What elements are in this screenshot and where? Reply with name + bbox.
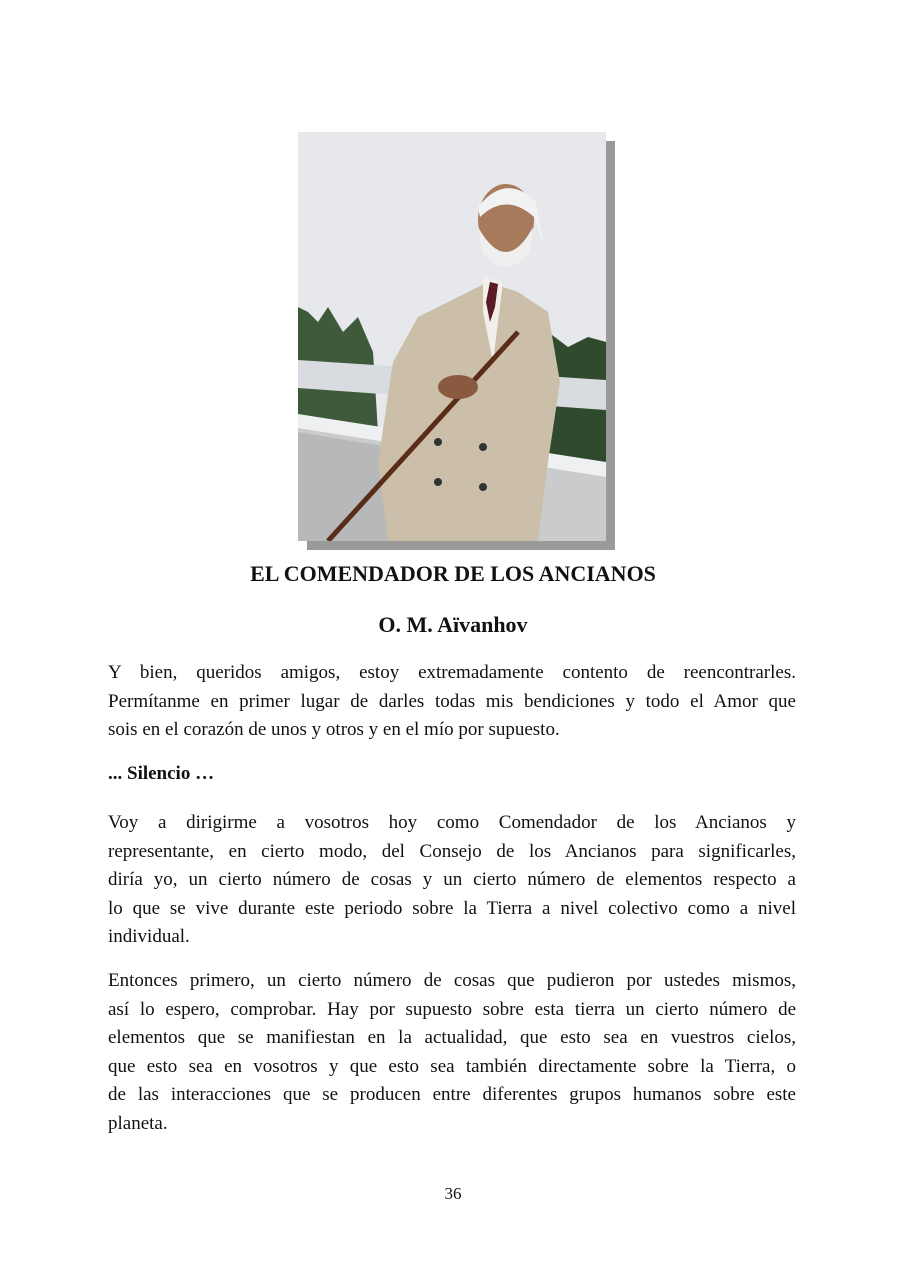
text-line: lo que se vive durante este periodo sobre la Tierra a nivel colectivo como a nivel	[108, 897, 796, 919]
paragraph-3	[108, 967, 796, 1138]
text-line: planeta.	[108, 1112, 168, 1134]
text-line: representante, en cierto modo, del Consejo de los Ancianos para significarles,	[108, 840, 796, 862]
paragraph-2	[108, 809, 796, 952]
paragraph-1	[108, 659, 796, 745]
text-line: individual.	[108, 926, 190, 947]
text-line: Entonces primero, un cierto número de cosas que pudieron por ustedes mismos,	[108, 970, 796, 991]
document-title: EL COMENDADOR DE LOS ANCIANOS	[250, 561, 656, 586]
text-line: sois en el corazón de unos y otros y en el mío por supuesto.	[108, 719, 560, 740]
text-line: Voy a dirigirme a vosotros hoy como Comendador de los Ancianos y	[108, 812, 796, 833]
document-author: O. M. Aïvanhov	[378, 612, 528, 637]
text-line: de las interacciones que se producen entre diferentes grupos humanos sobre este	[108, 1084, 796, 1105]
text-line: elementos que se manifiestan en la actualidad, que esto sea en vuestros cielos,	[108, 1027, 796, 1048]
portrait-photo	[298, 132, 606, 541]
page-number: 36	[444, 1184, 462, 1203]
text-line: Y bien, queridos amigos, estoy extremadamente contento de reencontrarles.	[108, 662, 796, 683]
photo-image	[298, 132, 606, 541]
text-line: así lo espero, comprobar. Hay por supuesto sobre esta tierra un cierto número de	[108, 998, 796, 1020]
text-line: Permítanme en primer lugar de darles todas mis bendiciones y todo el Amor que	[108, 690, 796, 712]
text-line: diría yo, un cierto número de cosas y un cierto número de elementos respecto a	[108, 869, 796, 890]
text-line: que esto sea en vosotros y que esto sea también directamente sobre la Tierra, o	[108, 1055, 796, 1077]
silence-note: ... Silencio …	[108, 763, 215, 784]
